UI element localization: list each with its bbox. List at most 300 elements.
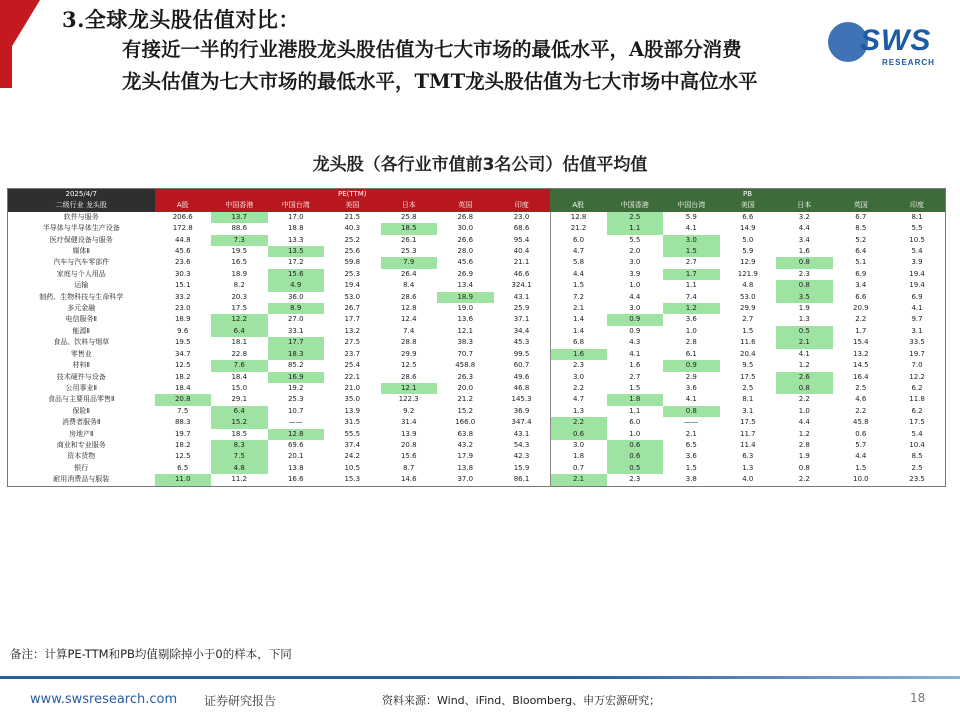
industry-name: 电信服务Ⅱ xyxy=(65,315,97,324)
pe-value-cell: 35.0 xyxy=(344,395,361,404)
pe-value-cell: 6.5 xyxy=(177,463,189,472)
pe-value-cell: 11.2 xyxy=(231,475,248,484)
pb-value-cell: 2.3 xyxy=(798,269,810,278)
industry-name: 房地产Ⅱ xyxy=(69,429,94,438)
pb-market-header: 中国台湾 xyxy=(663,200,720,211)
pb-value-cell: 1.5 xyxy=(685,463,697,472)
table-row xyxy=(8,280,946,291)
pb-value-cell: 3.1 xyxy=(911,326,923,335)
pb-value-cell: 29.9 xyxy=(739,304,756,313)
pb-value-cell: 4.1 xyxy=(911,304,923,313)
industry-name: 资本货物 xyxy=(67,452,96,461)
pb-value-cell: 11.8 xyxy=(909,395,925,404)
industry-name: 食品与主要用品零售Ⅱ xyxy=(48,395,115,404)
pb-value-cell: 8.1 xyxy=(911,212,923,221)
pe-value-cell: 28.6 xyxy=(400,292,417,301)
pe-value-cell: 45.3 xyxy=(513,338,530,347)
pe-value-cell: 45.6 xyxy=(174,247,191,256)
pe-value-cell: 19.2 xyxy=(287,383,304,392)
pe-value-cell: 43.1 xyxy=(513,429,530,438)
pe-value-cell: 23.0 xyxy=(174,304,191,313)
pe-value-cell: 40.3 xyxy=(344,224,361,233)
pb-value-cell: 1.8 xyxy=(550,451,607,462)
pb-value-cell: 3.6 xyxy=(685,452,697,461)
pb-value-cell: 2.9 xyxy=(685,372,697,381)
pe-value-cell: 49.6 xyxy=(513,372,530,381)
pe-value-cell: 31.5 xyxy=(344,418,361,427)
pb-value-cell: 6.9 xyxy=(855,269,867,278)
pe-value-cell: 37.4 xyxy=(344,440,361,449)
pe-value-cell: 12.5 xyxy=(174,361,191,370)
table-header-row-markets xyxy=(8,200,946,211)
pb-value-cell: 3.0 xyxy=(629,304,641,313)
pb-value-cell: 4.1 xyxy=(685,224,697,233)
pe-value-cell: 18.9 xyxy=(174,315,191,324)
pe-value-cell: 10.7 xyxy=(287,406,304,415)
industry-name: 能源Ⅱ xyxy=(72,326,90,335)
pb-value-cell: 20.9 xyxy=(852,304,869,313)
pe-value-cell: 166.0 xyxy=(455,418,476,427)
industry-name: 家庭与个人用品 xyxy=(56,269,106,278)
table-row xyxy=(8,223,946,234)
pe-value-cell: 15.6 xyxy=(268,269,325,280)
pb-value-cell: 0.8 xyxy=(776,280,833,291)
pb-value-cell: 17.5 xyxy=(909,418,925,427)
pb-value-cell: 2.7 xyxy=(742,315,754,324)
pb-value-cell: 1.6 xyxy=(550,349,607,360)
pe-value-cell: 54.3 xyxy=(513,440,530,449)
pb-value-cell: 3.9 xyxy=(629,269,641,278)
pe-value-cell: 17.7 xyxy=(344,315,361,324)
pe-value-cell: 69.6 xyxy=(287,440,304,449)
pb-value-cell: 5.4 xyxy=(911,429,923,438)
pe-value-cell: 46.8 xyxy=(513,383,530,392)
pe-value-cell: 20.1 xyxy=(287,452,304,461)
pe-market-header: 美国 xyxy=(324,200,381,211)
pb-value-cell: 20.4 xyxy=(739,349,756,358)
pe-value-cell: 4.9 xyxy=(268,280,325,291)
pe-value-cell: 20.8 xyxy=(400,440,417,449)
pb-value-cell: 1.3 xyxy=(742,463,754,472)
pb-value-cell: 5.0 xyxy=(742,235,754,244)
pb-value-cell: 121.9 xyxy=(737,269,758,278)
pe-value-cell: 24.2 xyxy=(344,452,361,461)
pb-value-cell: 4.4 xyxy=(855,452,867,461)
pb-value-cell: 2.2 xyxy=(550,383,607,394)
pb-value-cell: 5.4 xyxy=(911,247,923,256)
table-title: 龙头股（各行业市值前3名公司）估值平均值 xyxy=(312,155,648,175)
pb-value-cell: 3.0 xyxy=(629,258,641,267)
pe-value-cell: 15.2 xyxy=(457,406,474,415)
pe-value-cell: 172.8 xyxy=(172,224,193,233)
industry-name: 保险Ⅱ xyxy=(72,406,90,415)
table-row xyxy=(8,429,946,440)
pe-value-cell: 23.0 xyxy=(513,212,530,221)
pe-value-cell: 20.3 xyxy=(231,292,248,301)
pe-value-cell: 18.9 xyxy=(437,292,494,303)
industry-name: 食品、饮料与烟草 xyxy=(53,338,110,347)
pb-value-cell: 9.7 xyxy=(911,315,923,324)
pe-value-cell: 17.5 xyxy=(231,304,248,313)
table-row xyxy=(8,314,946,325)
pb-value-cell: 1.4 xyxy=(550,326,607,337)
pe-value-cell: 145.3 xyxy=(511,395,532,404)
pe-value-cell: 16.5 xyxy=(231,258,248,267)
pb-value-cell: 1.1 xyxy=(685,281,697,290)
pb-value-cell: 8.5 xyxy=(855,224,867,233)
pe-value-cell: 206.6 xyxy=(172,212,193,221)
pb-value-cell: 12.8 xyxy=(550,212,607,223)
pb-value-cell: 14.5 xyxy=(852,361,869,370)
pe-value-cell: 88.6 xyxy=(231,224,248,233)
pb-value-cell: 4.7 xyxy=(550,246,607,257)
pe-value-cell: 15.2 xyxy=(211,417,268,428)
pb-value-cell: 12.2 xyxy=(909,372,925,381)
valuation-table xyxy=(7,188,946,487)
pe-value-cell: 15.6 xyxy=(400,452,417,461)
pb-value-cell: 4.0 xyxy=(742,475,754,484)
pb-value-cell: 6.2 xyxy=(911,383,923,392)
industry-name: 消费者服务Ⅱ xyxy=(62,418,101,427)
pb-value-cell: 19.4 xyxy=(909,269,925,278)
pb-value-cell: 17.5 xyxy=(739,372,756,381)
pe-value-cell: 55.5 xyxy=(344,429,361,438)
pe-value-cell: 43.2 xyxy=(457,440,474,449)
pb-value-cell: 19.4 xyxy=(909,281,925,290)
pb-value-cell: —— xyxy=(684,418,699,427)
footer-website-link[interactable]: www.swsresearch.com xyxy=(30,692,178,707)
pe-value-cell: 37.0 xyxy=(457,475,474,484)
table-row xyxy=(8,394,946,405)
pe-value-cell: 25.6 xyxy=(344,247,361,256)
pb-value-cell: 4.7 xyxy=(550,394,607,405)
slide-subtitle-line-1: 有接近一半的行业港股龙头股估值为七大市场的最低水平，A股部分消费 xyxy=(122,38,742,61)
table-row xyxy=(8,440,946,451)
pe-value-cell: 6.4 xyxy=(211,326,268,337)
pe-market-header: 中国台湾 xyxy=(268,200,325,211)
pe-value-cell: 37.1 xyxy=(513,315,530,324)
pb-value-cell: 4.1 xyxy=(629,349,641,358)
pe-value-cell: 21.1 xyxy=(513,258,530,267)
pe-value-cell: 15.9 xyxy=(513,463,530,472)
pe-value-cell: 23.6 xyxy=(174,258,191,267)
pb-value-cell: 5.9 xyxy=(742,247,754,256)
slide-title: 3.全球龙头股估值对比： xyxy=(62,7,300,32)
pe-value-cell: 29.1 xyxy=(231,395,248,404)
pb-value-cell: 5.5 xyxy=(629,235,641,244)
pb-value-cell: 3.1 xyxy=(742,406,754,415)
pb-value-cell: 2.7 xyxy=(629,372,641,381)
pe-value-cell: 26.3 xyxy=(457,372,474,381)
industry-name: 多元金融 xyxy=(67,304,96,313)
pb-value-cell: 33.5 xyxy=(909,338,925,347)
pe-value-cell: 42.3 xyxy=(513,452,530,461)
pb-value-cell: 1.5 xyxy=(663,246,720,257)
pe-value-cell: 8.4 xyxy=(403,281,415,290)
pb-value-cell: 6.4 xyxy=(855,247,867,256)
pb-value-cell: 2.3 xyxy=(629,475,641,484)
pb-value-cell: 2.5 xyxy=(911,463,923,472)
pe-value-cell: 13.5 xyxy=(268,246,325,257)
pb-value-cell: 0.5 xyxy=(776,326,833,337)
table-row xyxy=(8,246,946,257)
pe-value-cell: 122.3 xyxy=(398,395,419,404)
pe-value-cell: 43.1 xyxy=(513,292,530,301)
pe-value-cell: 63.8 xyxy=(457,429,474,438)
pb-value-cell: 6.8 xyxy=(550,337,607,348)
pb-value-cell: 3.8 xyxy=(685,475,697,484)
pb-value-cell: 3.6 xyxy=(685,315,697,324)
table-row xyxy=(8,463,946,474)
table-row xyxy=(8,326,946,337)
pb-value-cell: 1.8 xyxy=(607,394,664,405)
pe-value-cell: 21.5 xyxy=(344,212,361,221)
pe-value-cell: 12.8 xyxy=(400,304,417,313)
pe-value-cell: 19.7 xyxy=(174,429,191,438)
pe-value-cell: 19.4 xyxy=(344,281,361,290)
pe-value-cell: 16.9 xyxy=(268,372,325,383)
pe-value-cell: 8.3 xyxy=(211,440,268,451)
pb-value-cell: 5.5 xyxy=(911,224,923,233)
pe-value-cell: 34.4 xyxy=(513,326,530,335)
pe-market-header: 英国 xyxy=(437,200,494,211)
pe-value-cell: 25.2 xyxy=(344,235,361,244)
pb-value-cell: 10.5 xyxy=(909,235,925,244)
pb-value-cell: 1.5 xyxy=(550,280,607,291)
pb-value-cell: 5.2 xyxy=(855,235,867,244)
pe-value-cell: 13.2 xyxy=(344,326,361,335)
pb-value-cell: 6.9 xyxy=(911,292,923,301)
pe-value-cell: 28.8 xyxy=(400,338,417,347)
pb-value-cell: 5.1 xyxy=(855,258,867,267)
pe-value-cell: 9.2 xyxy=(403,406,415,415)
pb-value-cell: 1.0 xyxy=(629,281,641,290)
pb-value-cell: 0.5 xyxy=(607,463,664,474)
pe-value-cell: 17.2 xyxy=(287,258,304,267)
pe-value-cell: 10.5 xyxy=(344,463,361,472)
pe-value-cell: 26.8 xyxy=(457,212,474,221)
pb-value-cell: 4.1 xyxy=(685,395,697,404)
pb-value-cell: 4.1 xyxy=(798,349,810,358)
pe-value-cell: 26.6 xyxy=(457,235,474,244)
footer-source: 资料来源：Wind、iFind、Bloomberg、申万宏源研究； xyxy=(382,694,661,707)
pb-value-cell: 8.5 xyxy=(911,452,923,461)
pb-value-cell: 14.9 xyxy=(739,224,756,233)
pb-value-cell: 2.1 xyxy=(550,303,607,314)
pb-value-cell: 3.9 xyxy=(911,258,923,267)
pb-value-cell: 1.4 xyxy=(550,314,607,325)
pe-value-cell: 8.9 xyxy=(268,303,325,314)
footer-report-type: 证券研究报告 xyxy=(204,694,277,708)
pb-value-cell: 1.5 xyxy=(855,463,867,472)
pe-value-cell: 458.8 xyxy=(455,361,476,370)
pb-value-cell: 2.2 xyxy=(798,395,810,404)
pb-value-cell: 3.0 xyxy=(550,440,607,451)
pb-market-header: 印度 xyxy=(889,200,946,211)
pb-value-cell: 3.4 xyxy=(855,281,867,290)
pb-value-cell: 45.8 xyxy=(852,418,869,427)
pe-value-cell: 7.3 xyxy=(211,235,268,246)
industry-name: 医疗保健设备与服务 xyxy=(49,235,113,244)
pb-value-cell: 1.5 xyxy=(629,383,641,392)
pe-value-cell: 25.3 xyxy=(400,247,417,256)
pb-value-cell: 9.5 xyxy=(742,361,754,370)
pb-value-cell: 0.8 xyxy=(776,257,833,268)
table-date: 2025/4/7 xyxy=(8,189,155,201)
pe-value-cell: 13.9 xyxy=(400,429,417,438)
pb-value-cell: 5.8 xyxy=(550,257,607,268)
pb-value-cell: 1.5 xyxy=(742,326,754,335)
pe-value-cell: 12.2 xyxy=(211,314,268,325)
pe-value-cell: 17.9 xyxy=(457,452,474,461)
pe-value-cell: 29.9 xyxy=(400,349,417,358)
table-row xyxy=(8,451,946,462)
pe-value-cell: 68.6 xyxy=(513,224,530,233)
pb-value-cell: 3.2 xyxy=(798,212,810,221)
pe-value-cell: 20.0 xyxy=(457,383,474,392)
pb-value-cell: 1.0 xyxy=(798,406,810,415)
pe-value-cell: 36.0 xyxy=(287,292,304,301)
pb-value-cell: 7.0 xyxy=(911,361,923,370)
pe-value-cell: 99.5 xyxy=(513,349,530,358)
pb-value-cell: 1.9 xyxy=(798,452,810,461)
table-row xyxy=(8,474,946,486)
pe-value-cell: 324.1 xyxy=(511,281,532,290)
pe-value-cell: 18.3 xyxy=(268,349,325,360)
pe-value-cell: 25.9 xyxy=(513,304,530,313)
pb-value-cell: 0.9 xyxy=(663,360,720,371)
pe-value-cell: 45.6 xyxy=(457,258,474,267)
industry-name: 银行 xyxy=(74,463,89,472)
pe-value-cell: 30.3 xyxy=(174,269,191,278)
pb-value-cell: 4.4 xyxy=(798,418,810,427)
pe-value-cell: 25.3 xyxy=(287,395,304,404)
pb-value-cell: 2.6 xyxy=(776,372,833,383)
pb-value-cell: 2.2 xyxy=(550,417,607,428)
pb-value-cell: 1.0 xyxy=(685,326,697,335)
pe-value-cell: 8.7 xyxy=(403,463,415,472)
pe-value-cell: 20.8 xyxy=(155,394,212,405)
table-row xyxy=(8,235,946,246)
pb-value-cell: 1.1 xyxy=(629,406,641,415)
industry-name: 媒体Ⅱ xyxy=(72,247,90,256)
pe-value-cell: 15.1 xyxy=(174,281,191,290)
pe-value-cell: 27.0 xyxy=(287,315,304,324)
industry-name: 软件与服务 xyxy=(63,212,99,221)
industry-name: 技术硬件与设备 xyxy=(56,372,106,381)
pb-value-cell: 2.1 xyxy=(685,429,697,438)
industry-name: 半导体与半导体生产设备 xyxy=(42,224,120,233)
pe-value-cell: 25.8 xyxy=(400,212,417,221)
pb-value-cell: 0.8 xyxy=(663,406,720,417)
pb-value-cell: 2.8 xyxy=(798,440,810,449)
table-row xyxy=(8,337,946,348)
pe-value-cell: 13.8 xyxy=(287,463,304,472)
pe-value-cell: 347.4 xyxy=(511,418,532,427)
logo-subtext: RESEARCH xyxy=(882,58,935,67)
pe-value-cell: 13.6 xyxy=(457,315,474,324)
table-row xyxy=(8,383,946,394)
pb-value-cell: 4.6 xyxy=(855,395,867,404)
pb-value-cell: 6.0 xyxy=(550,235,607,246)
pb-value-cell: 1.3 xyxy=(798,315,810,324)
pb-value-cell: 3.4 xyxy=(798,235,810,244)
pb-value-cell: 1.9 xyxy=(798,304,810,313)
pe-value-cell: 44.8 xyxy=(174,235,191,244)
pe-value-cell: 34.7 xyxy=(174,349,191,358)
pe-value-cell: —— xyxy=(288,418,303,427)
table-row xyxy=(8,406,946,417)
footnote: 备注：计算PE-TTM和PB均值剔除掉小于0的样本，下同 xyxy=(10,647,292,661)
pb-value-cell: 2.1 xyxy=(776,337,833,348)
table-row xyxy=(8,257,946,268)
table-row xyxy=(8,349,946,360)
pe-value-cell: 18.4 xyxy=(231,372,248,381)
pe-group-header: PE(TTM) xyxy=(155,189,551,201)
slide-subtitle-line-2: 龙头估值为七大市场的最低水平，TMT龙头股估值为七大市场中高位水平 xyxy=(122,70,758,93)
table-row xyxy=(8,269,946,280)
pb-value-cell: 3.6 xyxy=(685,383,697,392)
pe-value-cell: 12.5 xyxy=(400,361,417,370)
pe-value-cell: 18.1 xyxy=(231,338,248,347)
pb-value-cell: 6.3 xyxy=(742,452,754,461)
pb-value-cell: 7.4 xyxy=(685,292,697,301)
pb-value-cell: 4.4 xyxy=(629,292,641,301)
pb-value-cell: 1.6 xyxy=(798,247,810,256)
pe-value-cell: 13.3 xyxy=(287,235,304,244)
pb-value-cell: 17.5 xyxy=(739,418,756,427)
pe-value-cell: 13.4 xyxy=(457,281,474,290)
pb-value-cell: 3.5 xyxy=(776,292,833,303)
pe-value-cell: 18.5 xyxy=(231,429,248,438)
pb-value-cell: 1.3 xyxy=(550,406,607,417)
pb-value-cell: 0.6 xyxy=(607,451,664,462)
pb-market-header: 美国 xyxy=(720,200,777,211)
pb-value-cell: 21.2 xyxy=(550,223,607,234)
pe-value-cell: 31.4 xyxy=(400,418,417,427)
pe-value-cell: 18.2 xyxy=(174,372,191,381)
pe-value-cell: 7.6 xyxy=(211,360,268,371)
table-row xyxy=(8,292,946,303)
pe-value-cell: 6.4 xyxy=(211,406,268,417)
pb-value-cell: 3.0 xyxy=(550,372,607,383)
pe-value-cell: 15.0 xyxy=(231,383,248,392)
pe-value-cell: 7.5 xyxy=(211,451,268,462)
industry-name: 商业和专业服务 xyxy=(56,440,106,449)
pe-value-cell: 28.0 xyxy=(457,247,474,256)
pb-value-cell: 0.7 xyxy=(550,463,607,474)
pe-value-cell: 18.4 xyxy=(174,383,191,392)
pe-value-cell: 13.7 xyxy=(211,212,268,223)
pb-value-cell: 12.9 xyxy=(739,258,756,267)
pb-value-cell: 0.6 xyxy=(855,429,867,438)
pe-value-cell: 21.0 xyxy=(344,383,361,392)
pe-value-cell: 12.8 xyxy=(268,429,325,440)
pb-value-cell: 16.4 xyxy=(852,372,869,381)
pe-value-cell: 13.9 xyxy=(344,406,361,415)
pe-value-cell: 30.0 xyxy=(457,224,474,233)
pb-value-cell: 11.4 xyxy=(739,440,756,449)
pe-market-header: 中国香港 xyxy=(211,200,268,211)
table-row xyxy=(8,372,946,383)
pe-value-cell: 17.7 xyxy=(268,337,325,348)
pb-value-cell: 0.8 xyxy=(776,383,833,394)
pb-value-cell: 2.5 xyxy=(855,383,867,392)
pb-value-cell: 11.6 xyxy=(739,338,756,347)
page-number: 18 xyxy=(910,691,926,705)
pe-value-cell: 59.8 xyxy=(344,258,361,267)
pb-value-cell: 1.7 xyxy=(855,326,867,335)
